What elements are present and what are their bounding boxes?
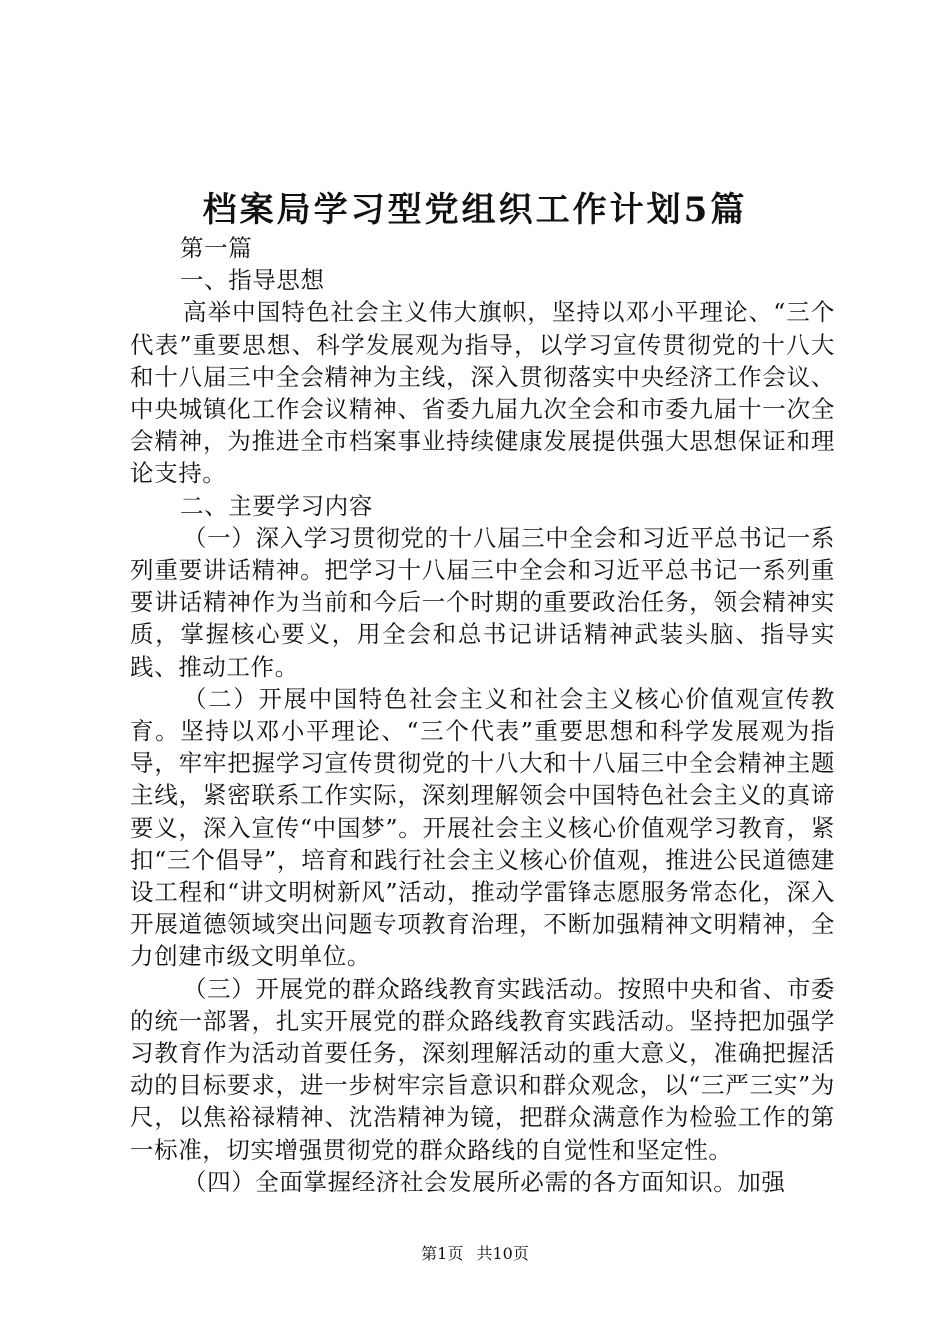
section-heading: 第一篇 <box>180 234 253 262</box>
document-body <box>130 232 835 1198</box>
paragraph: （一）深入学习贯彻党的十八届三中全会和习近平总书记一系列重要讲话精神。把学习十八届三中全会和习近平总书记一系列重要讲话精神作为当前和今后一个时期的重要政治任务，领会精神实质，掌握核心要义，用全会和总书记讲话精神武装头脑、指导实践、推动工作。 <box>130 523 835 681</box>
section-heading: 一、指导思想 <box>180 266 325 295</box>
paragraph: （二）开展中国特色社会主义和社会主义核心价值观宣传教育。坚持以邓小平理论、“三个代表”重要思想和科学发展观为指导，牢牢把握学习宣传贯彻党的十八大和十八届三中全会精神主题主线，紧密联系工作实际，深刻理解领会中国特色社会主义的真谛要义，深入宣传“中国梦”。开展社会主义核心价值观学习教育，紧扣“三个倡导”，培育和践行社会主义核心价值观，推进公民道德建设工程和“讲文明树新风”活动，推动学雷锋志愿服务常态化，深入开展道德领域突出问题专项教育治理，不断加强精神文明精神，全力创建市级文明单位。 <box>130 684 835 971</box>
paragraph: （四）全面掌握经济社会发展所必需的各方面知识。加强 <box>183 1167 786 1196</box>
document-title: 档案局学习型党组织工作计划5篇 <box>202 190 748 230</box>
page-number: 第1页 <box>421 1244 464 1263</box>
paragraph: （三）开展党的群众路线教育实践活动。按照中央和省、市委的统一部署，扎实开展党的群众路线教育实践活动。坚持把加强学习教育作为活动首要任务，深刻理解活动的重大意义，准确把握活动的目标要求，进一步树牢宗旨意识和群众观念，以“三严三实”为尺，以焦裕禄精神、沈浩精神为镜，把群众满意作为检验工作的第一标准，切实增强贯彻党的群众路线的自觉性和坚定性。 <box>130 974 835 1164</box>
paragraph: 高举中国特色社会主义伟大旗帜，坚持以邓小平理论、“三个代表”重要思想、科学发展观为指导，以学习宣传贯彻党的十八大和十八届三中全会精神为主线，深入贯彻落实中央经济工作会议、中央城镇化工作会议精神、省委九届九次全会和市委九届十一次全会精神，为推进全市档案事业持续健康发展提供强大思想保证和理论支持。 <box>130 298 835 488</box>
section-heading: 二、主要学习内容 <box>180 491 373 520</box>
page-footer <box>0 1243 950 1265</box>
page-total: 共10页 <box>476 1244 529 1263</box>
